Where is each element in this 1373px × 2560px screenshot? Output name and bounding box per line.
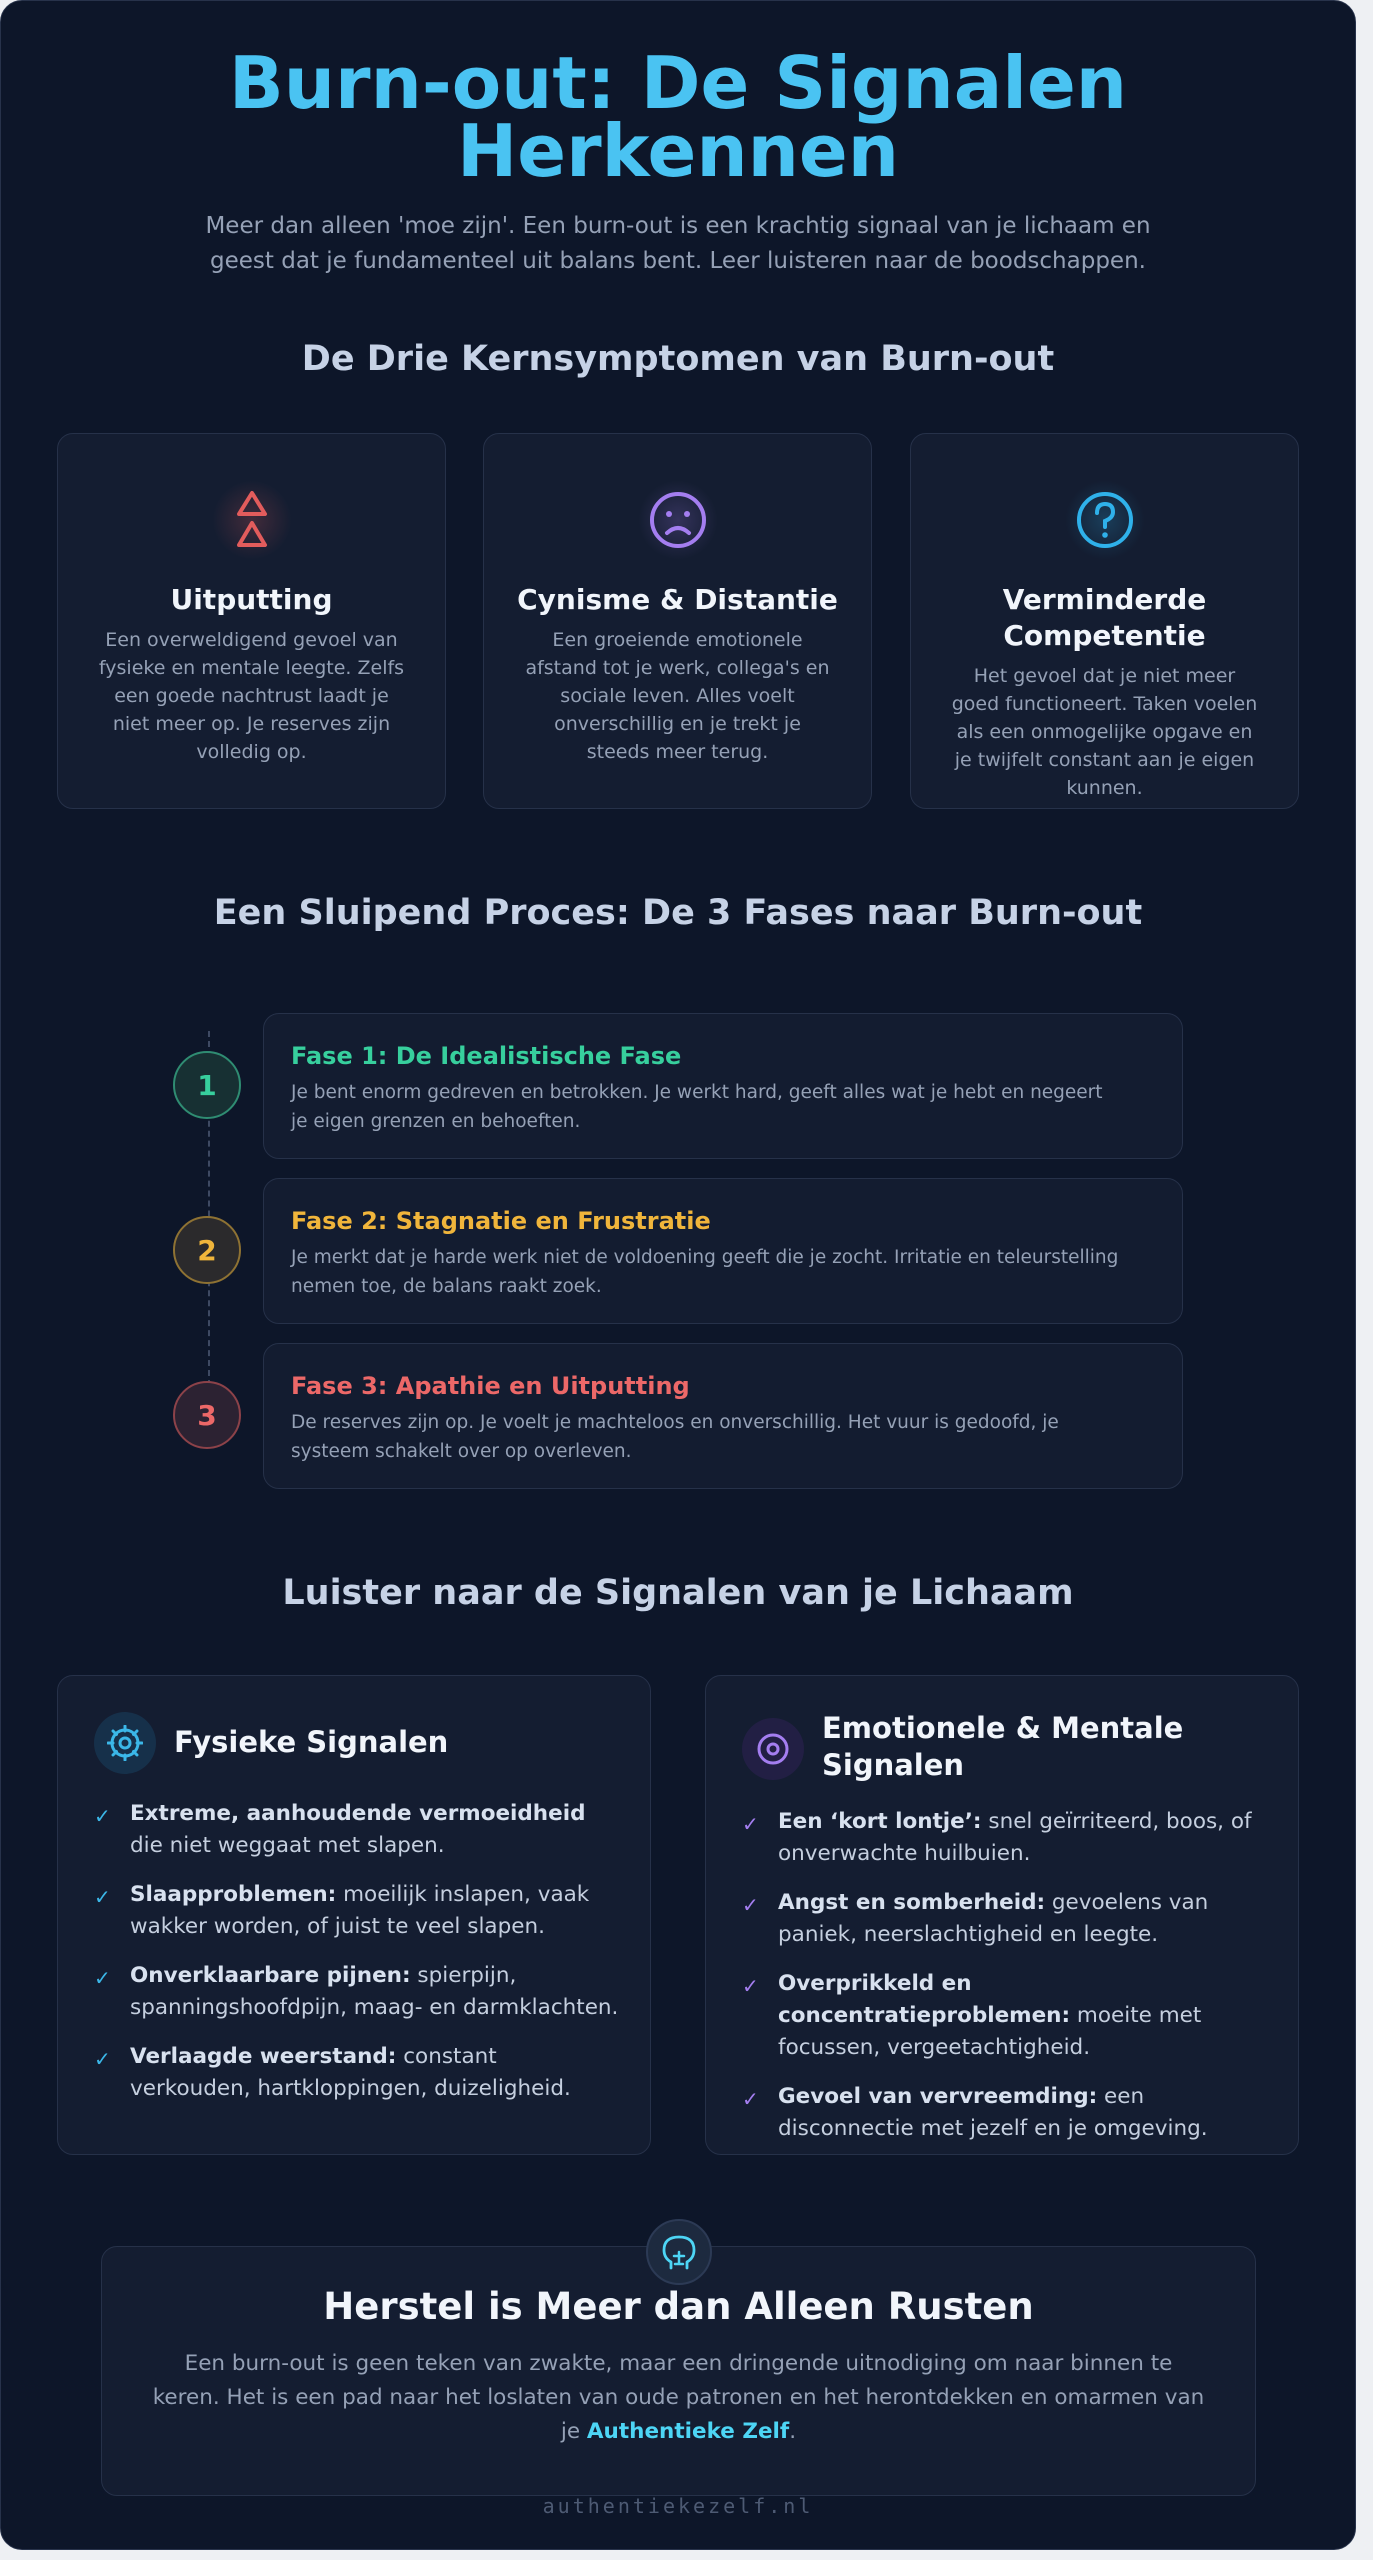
phase-title: Fase 3: Apathie en Uitputting — [291, 1372, 690, 1400]
list-item: ✓ Overprikkeld en concentratieproblemen: moeite met focussen, vergeetachtigheid. — [742, 1971, 1202, 2060]
checkmark-icon: ✓ — [742, 1893, 759, 1917]
checkmark-icon: ✓ — [94, 2047, 111, 2071]
footer-site: authentiekezelf.nl — [542, 2494, 814, 2518]
list-item: ✓ Een ‘kort lontje’: snel geïrriteerd, boos, of onverwachte huilbuien. — [742, 1809, 1252, 1866]
target-circle-icon — [742, 1718, 804, 1780]
page-subtitle: Meer dan alleen 'moe zijn'. Een burn-out is een krachtig signaal van je lichaam en geest dat je fundamenteel uit balans bent. Leer luisteren naar de boodschappen. — [205, 213, 1151, 274]
physical-signals-title: Fysieke Signalen — [174, 1725, 449, 1759]
page-title: Burn-out: De Signalen Herkennen — [228, 41, 1128, 193]
phases-heading: Een Sluipend Proces: De 3 Fases naar Burn-out — [213, 893, 1143, 933]
triangles-icon — [212, 480, 292, 560]
checkmark-icon: ✓ — [94, 1885, 111, 1909]
checkmark-icon: ✓ — [94, 1804, 111, 1828]
symptom-title: Cynisme & Distantie — [517, 583, 838, 616]
emotional-signals-card — [705, 1675, 1299, 2155]
checkmark-icon: ✓ — [742, 2087, 759, 2111]
phase-number: 2 — [173, 1216, 241, 1284]
list-item: ✓ Verlaagde weerstand: constant verkouden, hartkloppingen, duizeligheid. — [94, 2044, 571, 2101]
phase-number: 3 — [173, 1381, 241, 1449]
symptom-title: Verminderde Competentie — [1002, 583, 1207, 652]
checkmark-icon: ✓ — [742, 1974, 759, 1998]
list-item: ✓ Angst en somberheid: gevoelens van paniek, neerslachtigheid en leegte. — [742, 1890, 1209, 1947]
list-item: ✓ Slaapproblemen: moeilijk inslapen, vaak wakker worden, of juist te veel slapen. — [94, 1882, 590, 1939]
emotional-signals-title: Emotionele & Mentale Signalen — [822, 1711, 1184, 1782]
phase-card-2 — [263, 1178, 1183, 1324]
symptom-title: Uitputting — [170, 583, 333, 616]
list-item: ✓ Extreme, aanhoudende vermoeidheid die niet weggaat met slapen. — [94, 1801, 586, 1858]
gear-icon — [94, 1712, 156, 1774]
emotional-signals-list — [742, 1806, 1268, 2162]
question-circle-icon — [1065, 480, 1145, 560]
signals-heading: Luister naar de Signalen van je Lichaam — [282, 1573, 1074, 1613]
recovery-highlight: Authentieke Zelf — [586, 2419, 790, 2444]
recovery-text: Een burn-out is geen teken van zwakte, maar een dringende uitnodiging om naar binnen te keren. Het is een pad naar het loslaten van oude patronen en het herontdekken en omarmen van je Authentieke Zelf. — [152, 2351, 1205, 2444]
checkmark-icon: ✓ — [742, 1812, 759, 1836]
phase-title: Fase 1: De Idealistische Fase — [291, 1042, 682, 1070]
symptom-text: Het gevoel dat je niet meer goed functioneert. Taken voelen als een onmogelijke opgave en je twijfelt constant aan je eigen kunnen. — [951, 665, 1258, 799]
recovery-title: Herstel is Meer dan Alleen Rusten — [323, 2285, 1034, 2328]
phase-text: Je bent enorm gedreven en betrokken. Je werkt hard, geeft alles wat je hebt en negeert je eigen grenzen en behoeften. — [291, 1082, 1103, 1132]
physical-signals-list — [94, 1798, 620, 2122]
list-item: ✓ Onverklaarbare pijnen: spierpijn, spanningshoofdpijn, maag- en darmklachten. — [94, 1963, 619, 2020]
symptom-card-exhaustion — [57, 433, 446, 809]
phase-card-1 — [263, 1013, 1183, 1159]
symptom-text: Een overweldigend gevoel van fysieke en mentale leegte. Zelfs een goede nachtrust laadt je niet meer op. Je reserves zijn volledig op. — [98, 629, 405, 763]
physical-signals-card — [57, 1675, 651, 2155]
phase-text: Je merkt dat je harde werk niet de voldoening geeft die je zocht. Irritatie en teleurstelling nemen toe, de balans raakt zoek. — [291, 1247, 1119, 1297]
symptoms-heading: De Drie Kernsymptomen van Burn-out — [301, 339, 1055, 379]
symptom-card-competence — [910, 433, 1299, 809]
frown-face-icon — [638, 480, 718, 560]
phase-text: De reserves zijn op. Je voelt je machteloos en onverschillig. Het vuur is gedoofd, je systeem schakelt over op overleven. — [291, 1412, 1059, 1462]
phase-card-3 — [263, 1343, 1183, 1489]
checkmark-icon: ✓ — [94, 1966, 111, 1990]
phase-number: 1 — [173, 1051, 241, 1119]
phase-title: Fase 2: Stagnatie en Frustratie — [291, 1207, 711, 1235]
head-icon — [646, 2219, 712, 2285]
symptom-card-cynicism — [483, 433, 872, 809]
symptom-text: Een groeiende emotionele afstand tot je werk, collega's en sociale leven. Alles voelt onverschillig en je trekt je steeds meer terug. — [525, 629, 830, 763]
list-item: ✓ Gevoel van vervreemding: een disconnectie met jezelf en je omgeving. — [742, 2084, 1208, 2141]
